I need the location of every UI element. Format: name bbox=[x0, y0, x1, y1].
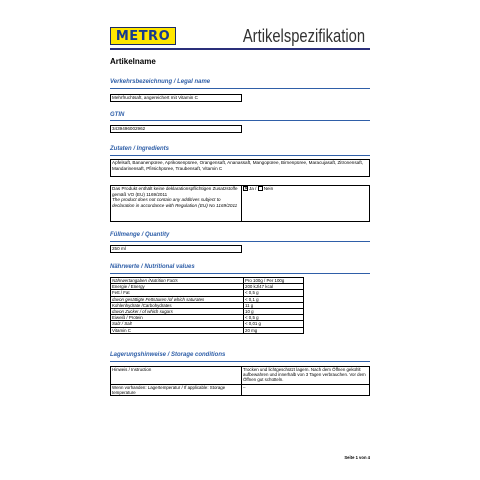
storage-label: Lagerungshinweise / Storage conditions bbox=[110, 352, 226, 358]
storage-table bbox=[110, 366, 370, 396]
additives-text-en: The product does not contain any additives subject to declaration in accordance with Regulation (EU) No 1169/2011 bbox=[112, 197, 238, 208]
quantity-rule bbox=[110, 241, 370, 242]
nutrition-value: 20 mg bbox=[244, 327, 304, 333]
storage-name: Wenn vorhanden: Lagertemperatur / If applicable: Storage temperature bbox=[111, 385, 242, 396]
logo-text: METRO bbox=[115, 28, 171, 44]
nutrition-value: < 0,1 g bbox=[244, 296, 304, 302]
nutrition-name: Vitamin C bbox=[111, 327, 244, 333]
nutrition-name: Kohlenhydrate /Carbohydrates bbox=[111, 302, 244, 308]
legal-name-value: Mehrfruchtsaft, angereichert mit Vitamin C bbox=[112, 95, 198, 100]
gtin-value: 3439496002962 bbox=[112, 126, 146, 131]
storage-row bbox=[111, 385, 370, 396]
nutrition-name: Energie / Energy bbox=[111, 284, 244, 290]
nutrition-name: Nährwertangaben /Nutrition Facts bbox=[111, 278, 244, 284]
additives-choice-cell bbox=[241, 185, 370, 222]
additives-text-cell bbox=[110, 185, 242, 222]
gtin-field bbox=[110, 125, 242, 133]
nutrition-value: < 0,01 g bbox=[244, 321, 304, 327]
nutrition-name: Fett / Fat bbox=[111, 290, 244, 296]
article-heading: Artikelname bbox=[110, 57, 156, 66]
nutrition-name: Eiweiß / Protein bbox=[111, 315, 244, 321]
ingredients-value: Apfelsaft, Bananenpüree, Aprikosenpüree, Orangensaft, Ananassaft, Mangopüree, Birnenpüree, Maracujasaft, Zitronensaft, Mandarinensaft, Pfirsichpüree, Traubensaft, Vitamin C bbox=[112, 160, 364, 171]
legal-name-label: Verkehrsbezeichnung / Legal name bbox=[110, 79, 211, 85]
nutrition-value: < 0,5 g bbox=[244, 290, 304, 296]
quantity-label: Füllmenge / Quantity bbox=[110, 232, 170, 238]
nutrition-value: 200 kJ/47 kcal bbox=[244, 284, 304, 290]
gtin-label: GTIN bbox=[110, 112, 125, 118]
storage-row bbox=[111, 367, 370, 385]
additives-text-de: Das Produkt enthält keine deklarationspflichtigen Zusatzstoffe gemäß VO (EU) 1169/2011 bbox=[112, 186, 238, 197]
page-footer: Seite 1 von 4 bbox=[344, 455, 370, 460]
nutrition-value: < 0,5 g bbox=[244, 315, 304, 321]
nutrition-table bbox=[110, 277, 304, 334]
storage-rule bbox=[110, 361, 370, 362]
page-title: Artikelspezifikation bbox=[242, 26, 365, 46]
nutrition-name: davon gesättigte Fettsäuren /of which saturates bbox=[111, 296, 244, 302]
gtin-rule bbox=[110, 120, 370, 121]
nutrition-rule bbox=[110, 273, 370, 274]
ingredients-rule bbox=[110, 155, 370, 156]
nutrition-name: davon Zucker / of which sugars bbox=[111, 309, 244, 315]
nutrition-value: Pro 100g / Per 100g bbox=[244, 278, 304, 284]
ingredients-label: Zutaten / Ingredients bbox=[110, 146, 170, 152]
yes-checkbox[interactable]: ✕ bbox=[244, 186, 249, 193]
quantity-field bbox=[110, 245, 242, 253]
storage-value: – bbox=[242, 385, 370, 396]
ingredients-field bbox=[110, 159, 370, 177]
no-label: Nein bbox=[263, 186, 274, 191]
nutrition-value: 10 g bbox=[244, 309, 304, 315]
nutrition-label: Nährwerte / Nutritional values bbox=[110, 264, 195, 270]
metro-logo bbox=[110, 27, 176, 45]
header-rule bbox=[110, 48, 370, 50]
storage-value: Trocken und lichtgeschützt lagern. Nach dem Öffnen gekühlt aufbewahren und innerhalb von 3 Tagen verbrauchen. Vor dem Öffnen gut schütteln. bbox=[242, 367, 370, 385]
nutrition-value: 11 g bbox=[244, 302, 304, 308]
nutrition-row bbox=[111, 327, 304, 333]
legal-name-field bbox=[110, 94, 242, 102]
nutrition-name: Salz / Salt bbox=[111, 321, 244, 327]
no-checkbox[interactable] bbox=[258, 186, 263, 191]
quantity-value: 250 ml bbox=[112, 246, 126, 251]
yes-label: Ja / bbox=[249, 186, 257, 191]
legal-name-rule bbox=[110, 88, 370, 89]
storage-name: Hinweis / Instruction bbox=[111, 367, 242, 385]
